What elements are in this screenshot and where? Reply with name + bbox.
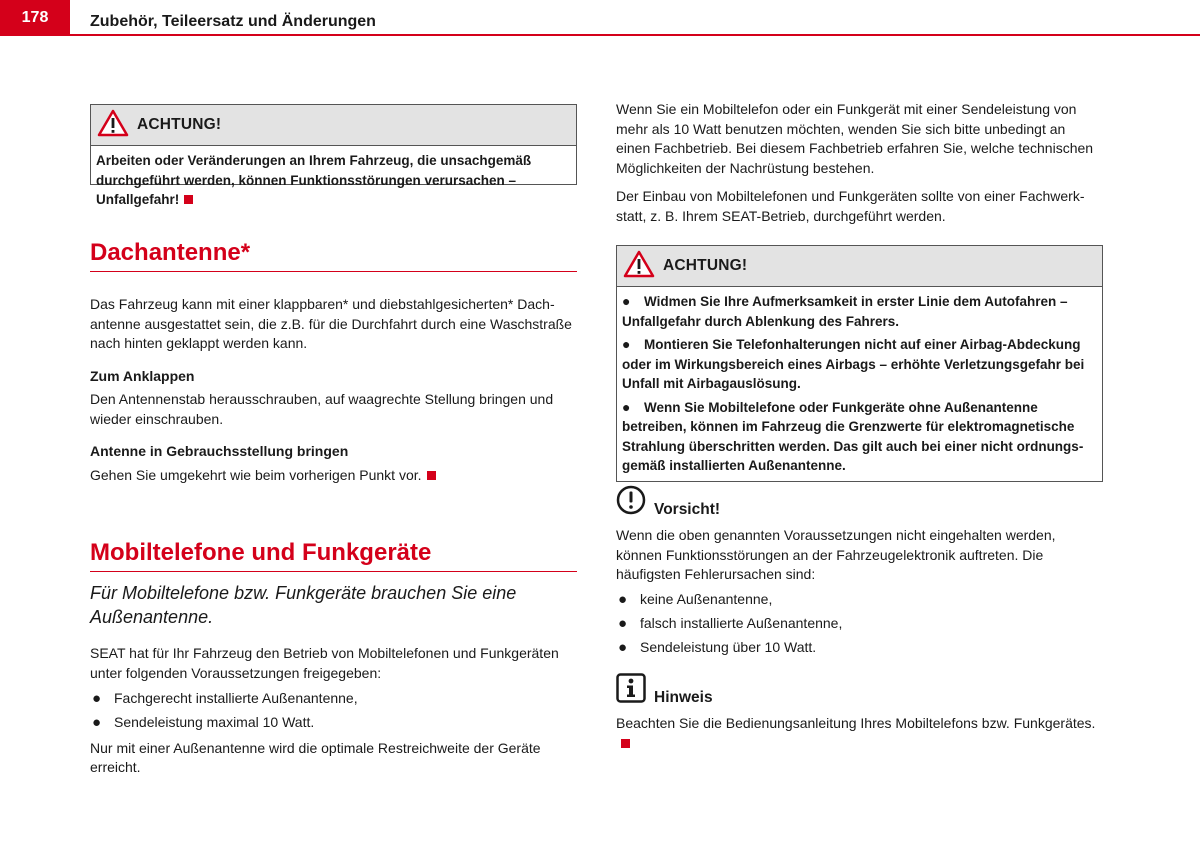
list-item: ● Fachgerecht installierte Außenantenne, [92,690,358,707]
list-item: ● Sendeleistung maximal 10 Watt. [92,714,315,731]
section-mobiltelefone [90,538,577,778]
note-title: Hinweis [654,689,713,706]
header-rule [70,34,1200,36]
end-marker [184,195,193,204]
subheading: Antenne in Gebrauchsstellung bringen [90,443,349,459]
list-item: ● Sendeleistung über 10 Watt. [618,638,817,656]
caution-section [616,488,1103,662]
bullet-list [90,689,577,733]
warning-item: ● Widmen Sie Ihre Aufmerksamkeit in erster Linie dem Autofahren – Unfallgefahr durch Ablenkung des Fahrers. [622,293,1068,329]
paragraph: Nur mit einer Außenantenne wird die optimale Restreichweite der Geräte erreicht. [90,739,541,775]
warning-title: ACHTUNG! [137,116,222,133]
warning-box [616,245,1103,482]
right-column [616,100,1103,731]
bullet-icon: ● [622,336,631,352]
bullet-icon: ● [618,590,628,608]
page-header [0,0,1200,40]
paragraph: Wenn Sie ein Mobiltelefon oder ein Funkgerät mit einer Sendeleistung von mehr als 10 Watt benutzen möchten, wenden Sie sich bitte unbedingt an einen Fachbetrieb. Bei diesem Fachbetrieb erfahren Sie, welche technischen Möglichkeiten der Nachrüstung bestehen. [616,101,1094,176]
info-icon [616,673,646,708]
chapter-title: Zubehör, Teileersatz und Änderungen [90,13,376,30]
end-marker [621,739,630,748]
section-dachantenne [90,238,577,485]
list-item: ● keine Außenantenne, [618,590,773,608]
warning-item: ● Montieren Sie Telefonhalterungen nicht auf einer Airbag-Abdeckung oder im Wirkungsbereich eines Airbags – erhöhte Verletzungsgefahr bei Unfall mit Airbagauslösung. [622,336,1085,391]
paragraph: Gehen Sie umgekehrt wie beim vorherigen Punkt vor. [90,466,577,486]
section-heading: Dachantenne* [90,238,577,272]
warning-header [91,105,576,146]
note-section [616,676,1103,753]
warning-list [617,287,1102,481]
warning-box [90,104,577,207]
paragraph: Den Antennenstab herausschrauben, auf waagrechte Stellung bringen und wieder einschrauben. [90,391,554,427]
subheading: Zum Anklappen [90,367,195,384]
paragraph: Wenn die oben genannten Voraussetzungen nicht eingehalten werden, können Funktionsstörungen an der Fahrzeugelektronik auftreten. Die häufigsten Fehlerursachen sind: [616,527,1056,582]
paragraph: Der Einbau von Mobiltelefonen und Funkgeräten sollte von einer Fachwerkstatt, z. B. Ihrem SEAT-Betrieb, durchgeführt werden. [616,188,1085,224]
left-column [90,104,577,775]
section-heading: Mobiltelefone und Funkgeräte [90,538,577,572]
bullet-icon: ● [92,714,102,731]
warning-triangle-icon [97,109,129,142]
bullet-icon: ● [622,398,631,415]
paragraph: Beachten Sie die Bedienungsanleitung Ihres Mobiltelefons bzw. Funkgerätes. [616,714,1103,753]
bullet-icon: ● [92,690,102,707]
bullet-icon: ● [618,614,628,632]
note-header [616,676,1103,708]
warning-triangle-icon [623,250,655,283]
intro-text: Für Mobiltelefone bzw. Funkgeräte brauchen Sie eine Außenantenne. [90,583,517,627]
warning-header [617,246,1102,287]
paragraph: Das Fahrzeug kann mit einer klappbaren* und diebstahlgesicherten* Dachantenne ausgestattet sein, die z.B. für die Durchfahrt durch eine Waschstraße nach hinten geklappt werden kann. [90,296,572,351]
bullet-icon: ● [618,638,628,656]
list-item: ● falsch installierte Außenantenne, [618,614,843,632]
bullet-icon: ● [622,293,631,309]
caution-header [616,488,1103,520]
bullet-list [616,590,1103,658]
warning-item: ● Wenn Sie Mobiltelefone oder Funkgeräte ohne Außenantenne betreiben, können im Fahrzeug die Grenzwerte für elektromagnetische Strahlung überschritten werden. Das gilt auch bei einer nicht ordnungsgemäß installierten Außenantenne. [622,398,1084,473]
end-marker [427,471,436,480]
paragraph: SEAT hat für Ihr Fahrzeug den Betrieb von Mobiltelefonen und Funkgeräten unter folgenden Voraussetzungen freigegeben: [90,645,559,681]
warning-title: ACHTUNG! [663,257,748,274]
warning-text: Arbeiten oder Veränderungen an Ihrem Fahrzeug, die unsachgemäß durchgeführt werden, können Funktionsstörungen verursachen – Unfallgefahr! [96,153,532,207]
page-number: 178 [0,0,70,36]
exclamation-circle-icon [616,485,646,520]
caution-title: Vorsicht! [654,501,721,518]
